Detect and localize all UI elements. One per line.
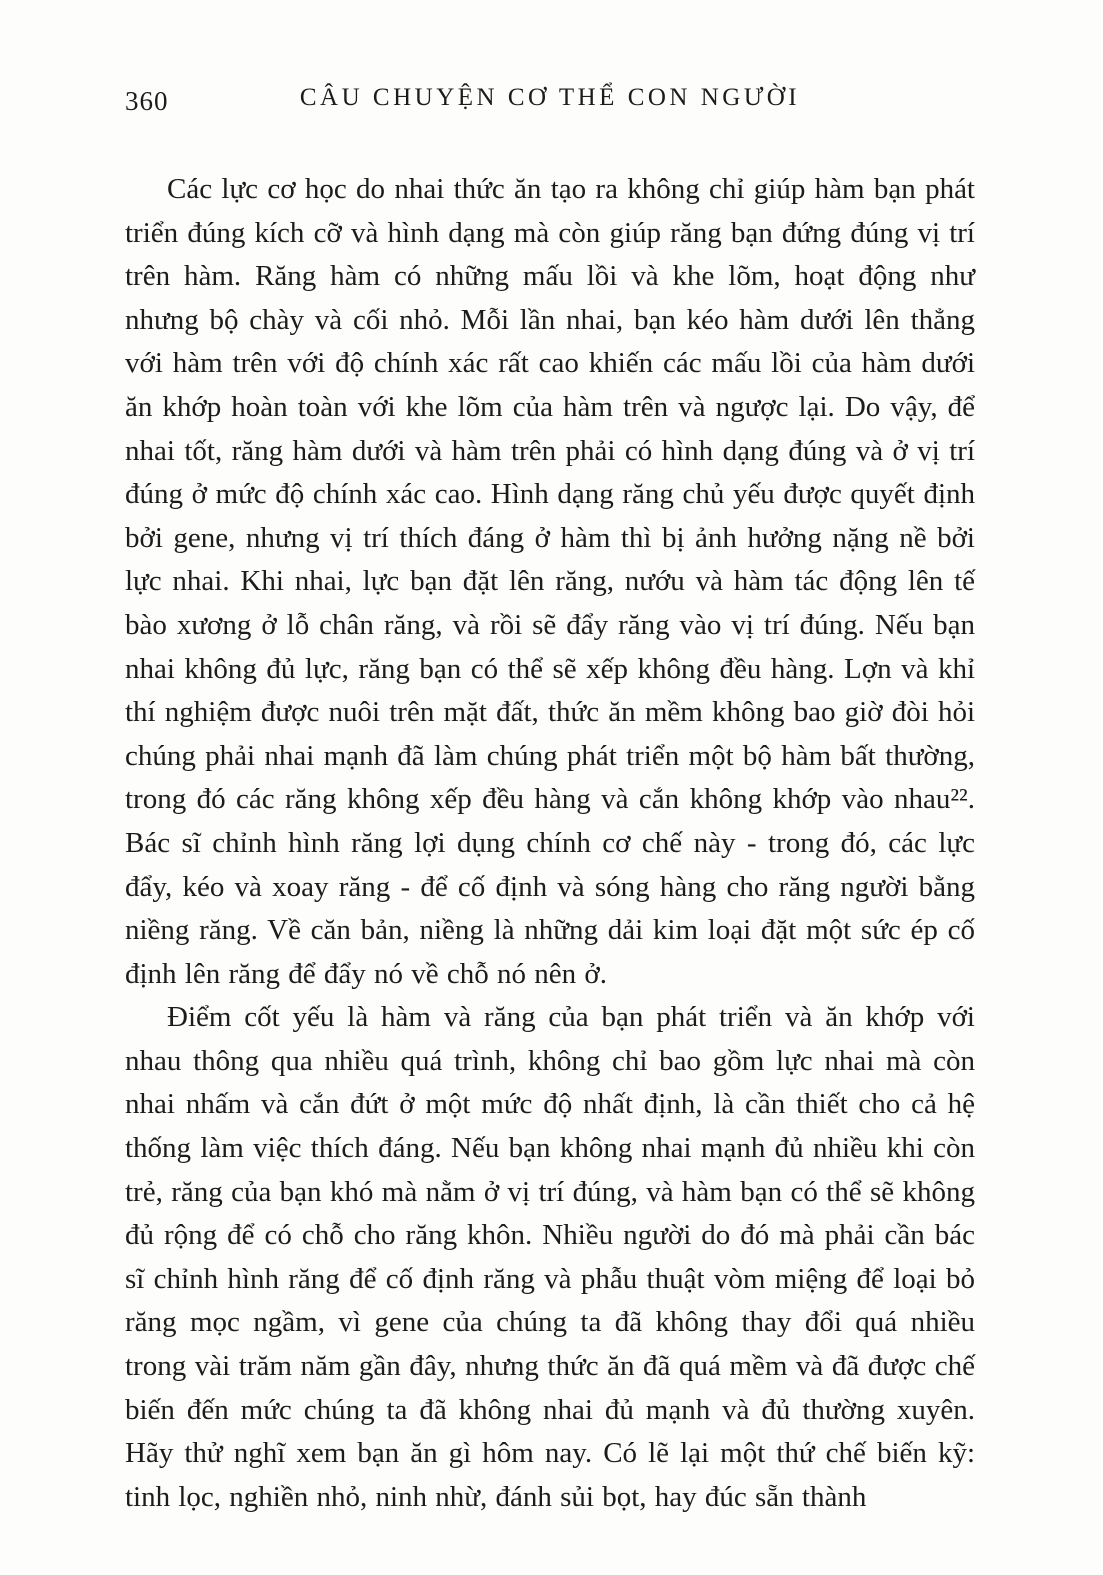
paragraph-1: Các lực cơ học do nhai thức ăn tạo ra không chỉ giúp hàm bạn phát triển đúng kích cỡ và hình dạng mà còn giúp răng bạn đứng đúng vị trí trên hàm. Răng hàm có những mấu lồi và khe lõm, hoạt động như nhưng bộ chày và cối nhỏ. Mỗi lần nhai, bạn kéo hàm dưới lên thẳng với hàm trên với độ chính xác rất cao khiến các mấu lồi của hàm dưới ăn khớp hoàn toàn với khe lõm của hàm trên và ngược lại. Do vậy, để nhai tốt, răng hàm dưới và hàm trên phải có hình dạng đúng và ở vị trí đúng ở mức độ chính xác cao. Hình dạng răng chủ yếu được quyết định bởi gene, nhưng vị trí thích đáng ở hàm thì bị ảnh hưởng nặng nề bởi lực nhai. Khi nhai, lực bạn đặt lên răng, nướu và hàm tác động lên tế bào xương ở lỗ chân răng, và rồi sẽ đẩy răng vào vị trí đúng. Nếu bạn nhai không đủ lực, răng bạn có thể sẽ xếp không đều hàng. Lợn và khỉ thí nghiệm được nuôi trên mặt đất, thức ăn mềm không bao giờ đòi hỏi chúng phải nhai mạnh đã làm chúng phát triển một bộ hàm bất thường, trong đó các răng không xếp đều hàng và cắn không khớp vào nhau²². Bác sĩ chỉnh hình răng lợi dụng chính cơ chế này - trong đó, các lực đẩy, kéo và xoay răng - để cố định và sóng hàng cho răng người bằng niềng răng. Về căn bản, niềng là những dải kim loại đặt một sức ép cố định lên răng để đẩy nó về chỗ nó nên ở.	[125, 173, 975, 990]
page-header	[125, 84, 975, 120]
body-text	[125, 168, 975, 1519]
paragraph-2: Điểm cốt yếu là hàm và răng của bạn phát triển và ăn khớp với nhau thông qua nhiều quá trình, không chỉ bao gồm lực nhai mà còn nhai nhấm và cắn đứt ở một mức độ nhất định, là cần thiết cho cả hệ thống làm việc thích đáng. Nếu bạn không nhai mạnh đủ nhiều khi còn trẻ, răng của bạn khó mà nằm ở vị trí đúng, và hàm bạn có thể sẽ không đủ rộng để có chỗ cho răng khôn. Nhiều người do đó mà phải cần bác sĩ chỉnh hình răng để cố định răng và phẫu thuật vòm miệng để loại bỏ răng mọc ngầm, vì gene của chúng ta đã không thay đổi quá nhiều trong vài trăm năm gần đây, nhưng thức ăn đã quá mềm và đã được chế biến đến mức chúng ta đã không nhai đủ mạnh và đủ thường xuyên. Hãy thử nghĩ xem bạn ăn gì hôm nay. Có lẽ lại một thứ chế biến kỹ: tinh lọc, nghiền nhỏ, ninh nhừ, đánh sủi bọt, hay đúc sẵn thành	[125, 1001, 975, 1513]
page-number: 360	[125, 86, 169, 116]
running-title: CÂU CHUYỆN CƠ THỂ CON NGƯỜI	[299, 84, 801, 111]
